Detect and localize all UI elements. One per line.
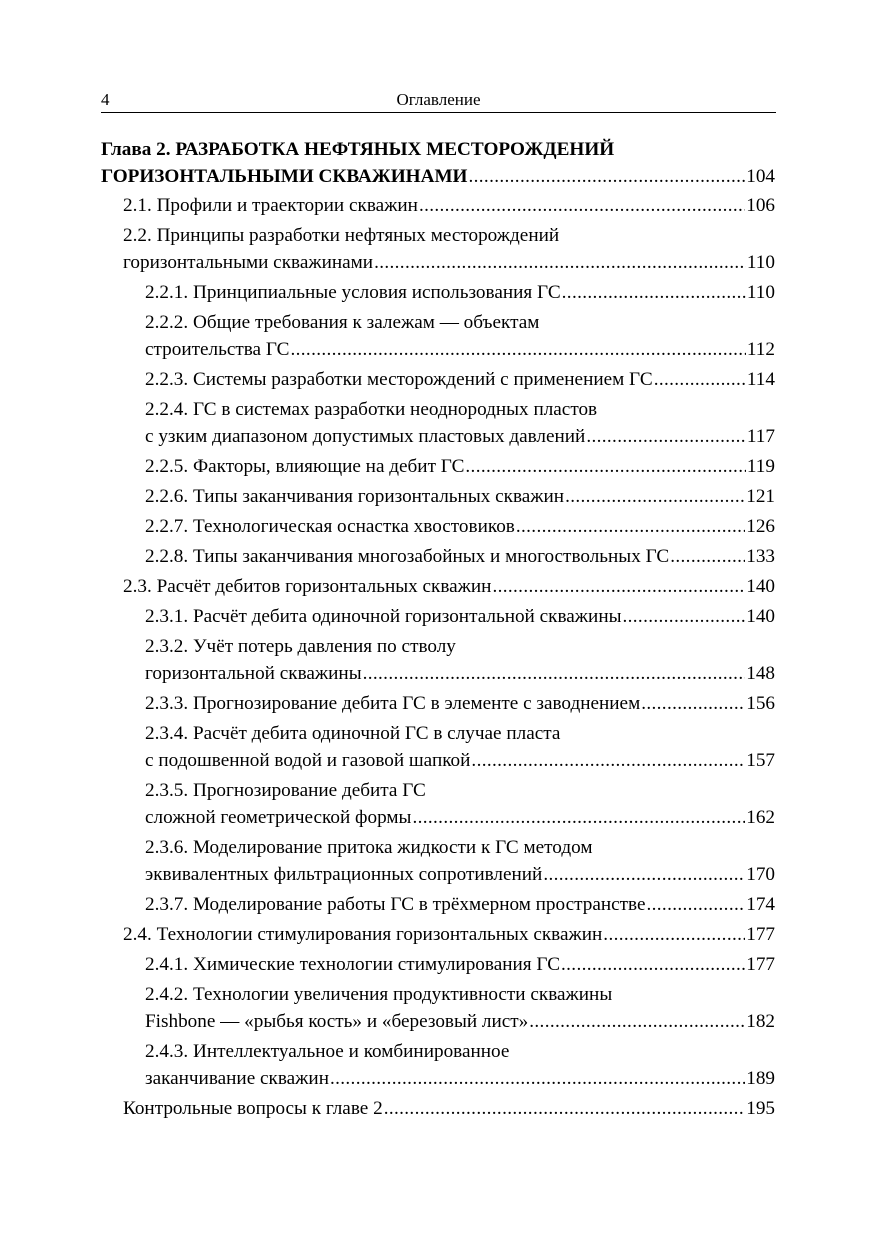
- toc-entry-title-line: 2.3.4. Расчёт дебита одиночной ГС в случае пласта: [145, 723, 561, 744]
- toc-page-number: 114: [746, 369, 775, 390]
- toc-entry-row: [145, 483, 775, 510]
- dot-leader: [562, 279, 746, 306]
- dot-leader: [384, 1095, 746, 1122]
- toc-page-number: 121: [746, 486, 775, 507]
- toc-entry: [101, 222, 775, 276]
- toc-page-number: 156: [746, 693, 775, 714]
- toc-entry-title-line: 2.3.3. Прогнозирование дебита ГС в элементе с заводнением: [145, 693, 641, 714]
- toc-entry: [101, 603, 775, 630]
- dot-leader: [603, 921, 745, 948]
- toc-entry-title-line: горизонтальными скважинами: [123, 252, 374, 273]
- toc-entry-title-line: 2.2.2. Общие требования к залежам — объектам: [145, 312, 540, 333]
- toc-entry: [101, 136, 775, 190]
- dot-leader: [330, 1065, 745, 1092]
- toc-entry-title-line: 2.2.8. Типы заканчивания многозабойных и многоствольных ГС: [145, 546, 670, 567]
- dot-leader: [646, 891, 745, 918]
- toc-page-number: 117: [746, 426, 775, 447]
- dot-leader: [492, 573, 745, 600]
- toc-entry-row: [123, 921, 775, 948]
- dot-leader: [290, 336, 745, 363]
- toc-entry: [101, 891, 775, 918]
- toc-entry-title-line: 2.2.5. Факторы, влияющие на дебит ГС: [145, 456, 465, 477]
- toc-entry-title-line: 2.2. Принципы разработки нефтяных месторождений: [123, 225, 560, 246]
- dot-leader: [412, 804, 745, 831]
- toc-page-number: 140: [746, 606, 775, 627]
- toc-page-number: 133: [746, 546, 775, 567]
- toc-entry: [101, 192, 775, 219]
- toc-entry: [101, 951, 775, 978]
- dot-leader: [529, 1008, 745, 1035]
- toc-entry-title-line: 2.3.7. Моделирование работы ГС в трёхмерном пространстве: [145, 894, 646, 915]
- toc-entry-row: [145, 891, 775, 918]
- toc-entry: [101, 543, 775, 570]
- toc-entry-row: [145, 366, 775, 393]
- toc-entry-row: [123, 249, 775, 276]
- dot-leader: [374, 249, 746, 276]
- dot-leader: [543, 861, 745, 888]
- toc-entry-title-line: 2.3.1. Расчёт дебита одиночной горизонтальной скважины: [145, 606, 622, 627]
- toc-entry-row: [145, 747, 775, 774]
- toc-page-number: 110: [746, 282, 775, 303]
- toc-page-number: 170: [746, 864, 775, 885]
- toc-entry-title-line: 2.3.6. Моделирование притока жидкости к ГС методом: [145, 837, 593, 858]
- toc-entry-row: [145, 1065, 775, 1092]
- toc-entry: [101, 690, 775, 717]
- toc-page-number: 148: [746, 663, 775, 684]
- toc-entry-title-line: с узким диапазоном допустимых пластовых давлений: [145, 426, 586, 447]
- toc-entry: [101, 777, 775, 831]
- toc-entry: [101, 573, 775, 600]
- toc-page-number: 126: [746, 516, 775, 537]
- dot-leader: [471, 747, 745, 774]
- toc-entry-title-line: 2.4.1. Химические технологии стимулирования ГС: [145, 954, 561, 975]
- toc-entry-title-line: 2.3.2. Учёт потерь давления по стволу: [145, 636, 456, 657]
- toc-entry-title-line: заканчивание скважин: [145, 1068, 329, 1089]
- toc-entry-row: [145, 423, 775, 450]
- toc-entry: [101, 513, 775, 540]
- toc-entry: [101, 396, 775, 450]
- toc-page-number: 177: [746, 924, 775, 945]
- dot-leader: [670, 543, 745, 570]
- toc-entry-title-line: 2.2.7. Технологическая оснастка хвостовиков: [145, 516, 515, 537]
- toc-page-number: 182: [746, 1011, 775, 1032]
- toc-entry-row: [145, 543, 775, 570]
- toc-entry-row: [123, 1095, 775, 1122]
- toc-entry: [101, 834, 775, 888]
- toc-page-number: 119: [746, 456, 775, 477]
- toc-entry-title-line: 2.2.6. Типы заканчивания горизонтальных скважин: [145, 486, 565, 507]
- toc-entry: [101, 921, 775, 948]
- toc-entry-title-line: строительства ГС: [145, 339, 290, 360]
- toc-page-number: 157: [746, 750, 775, 771]
- toc-entry-row: [123, 573, 775, 600]
- toc-page-number: 110: [746, 252, 775, 273]
- toc-entry-title-line: с подошвенной водой и газовой шапкой: [145, 750, 471, 771]
- toc-entry: [101, 453, 775, 480]
- toc-entry-row: [101, 163, 775, 190]
- dot-leader: [622, 603, 745, 630]
- dot-leader: [586, 423, 746, 450]
- toc-entry-row: [145, 1008, 775, 1035]
- toc-entry-title-line: 2.4.3. Интеллектуальное и комбинированное: [145, 1041, 510, 1062]
- toc-entry-row: [145, 279, 775, 306]
- dot-leader: [561, 951, 745, 978]
- toc-entry-row: [145, 336, 775, 363]
- dot-leader: [565, 483, 745, 510]
- toc-page-number: 177: [746, 954, 775, 975]
- toc-entry-row: [145, 951, 775, 978]
- toc-entry-title-line: 2.2.4. ГС в системах разработки неоднородных пластов: [145, 399, 598, 420]
- toc-entry-row: [123, 192, 775, 219]
- toc-entry: [101, 981, 775, 1035]
- toc-entry: [101, 633, 775, 687]
- toc-entry-title-line: 2.4. Технологии стимулирования горизонтальных скважин: [123, 924, 603, 945]
- toc-entry-row: [145, 690, 775, 717]
- toc-entry: [101, 309, 775, 363]
- toc-entry: [101, 279, 775, 306]
- dot-leader: [419, 192, 745, 219]
- dot-leader: [465, 453, 746, 480]
- toc-entry: [101, 1095, 775, 1122]
- toc-entry-title-line: 2.1. Профили и траектории скважин: [123, 195, 418, 216]
- toc-entry-title-line: ГОРИЗОНТАЛЬНЫМИ СКВАЖИНАМИ: [101, 166, 468, 187]
- toc-entry-title-line: Fishbone — «рыбья кость» и «березовый лист»: [145, 1011, 529, 1032]
- toc-page-number: 104: [746, 166, 775, 187]
- toc-page-number: 106: [746, 195, 775, 216]
- dot-leader: [363, 660, 746, 687]
- toc-entry-row: [145, 453, 775, 480]
- toc-page-number: 140: [746, 576, 775, 597]
- page-number: 4: [101, 90, 110, 109]
- toc-entry-row: [145, 603, 775, 630]
- toc-entry: [101, 1038, 775, 1092]
- dot-leader: [468, 163, 745, 190]
- toc-entry-row: [145, 804, 775, 831]
- toc-entry-row: [145, 660, 775, 687]
- toc-entry-title-line: эквивалентных фильтрационных сопротивлений: [145, 864, 543, 885]
- table-of-contents: [101, 136, 775, 1125]
- dot-leader: [641, 690, 745, 717]
- dot-leader: [516, 513, 745, 540]
- toc-page-number: 189: [746, 1068, 775, 1089]
- toc-entry-title-line: горизонтальной скважины: [145, 663, 362, 684]
- toc-page-number: 112: [746, 339, 775, 360]
- toc-entry-title-line: 2.3. Расчёт дебитов горизонтальных скважин: [123, 576, 492, 597]
- toc-page-number: 162: [746, 807, 775, 828]
- toc-entry-title-line: сложной геометрической формы: [145, 807, 412, 828]
- toc-entry: [101, 366, 775, 393]
- toc-entry-row: [145, 861, 775, 888]
- toc-page-number: 195: [746, 1098, 775, 1119]
- toc-entry-title-line: 2.3.5. Прогнозирование дебита ГС: [145, 780, 426, 801]
- toc-entry-row: [145, 513, 775, 540]
- toc-entry-title-line: Глава 2. РАЗРАБОТКА НЕФТЯНЫХ МЕСТОРОЖДЕНИЙ: [101, 139, 615, 160]
- running-title: Оглавление: [396, 90, 481, 109]
- toc-entry-title-line: 2.2.3. Системы разработки месторождений с применением ГС: [145, 369, 653, 390]
- toc-entry: [101, 483, 775, 510]
- running-header: [101, 88, 776, 113]
- toc-entry: [101, 720, 775, 774]
- toc-entry-title-line: Контрольные вопросы к главе 2: [123, 1098, 383, 1119]
- toc-entry-title-line: 2.2.1. Принципиальные условия использования ГС: [145, 282, 561, 303]
- toc-page-number: 174: [746, 894, 775, 915]
- toc-entry-title-line: 2.4.2. Технологии увеличения продуктивности скважины: [145, 984, 613, 1005]
- dot-leader: [654, 366, 746, 393]
